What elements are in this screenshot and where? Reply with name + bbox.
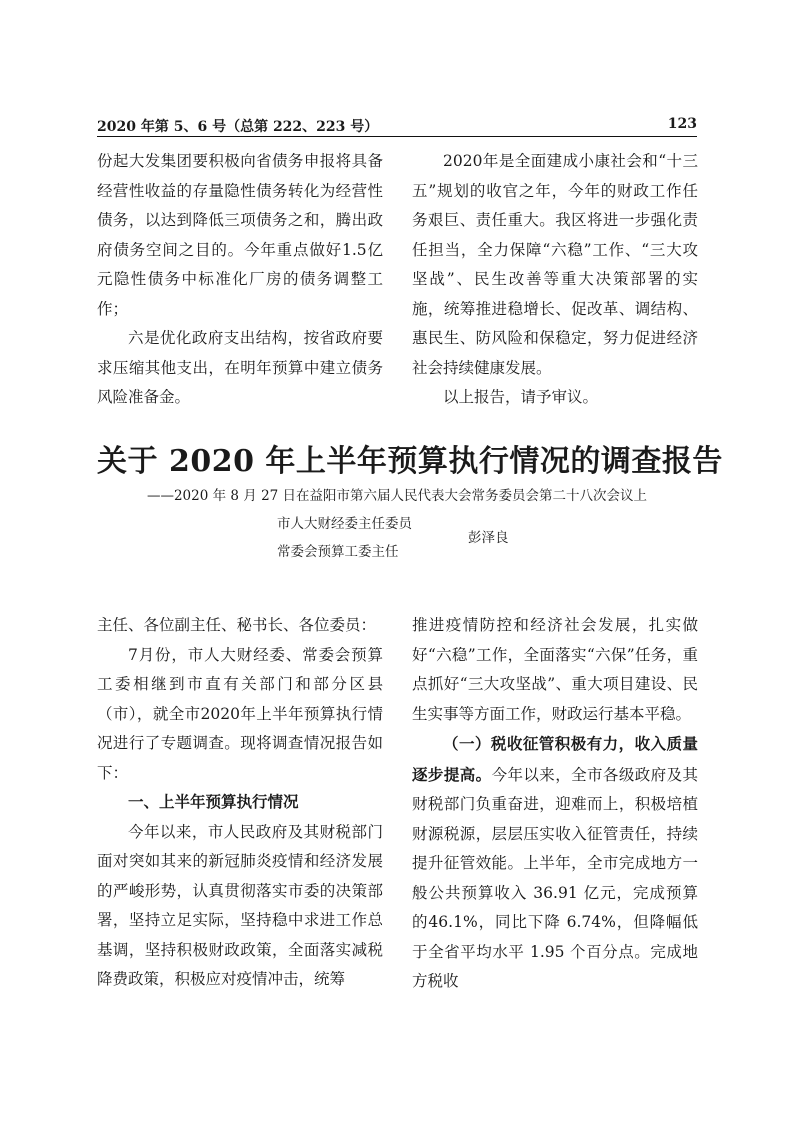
paragraph: 2020年是全面建成小康社会和“十三五”规划的收官之年，今年的财政工作任务艰巨、责任重大。我区将进一步强化责任担当，全力保障“六稳”工作、“三大攻坚战”、民生改善等重大决策部署的实施，统筹推进稳增长、促改革、调结构、惠民生、防风险和保稳定，努力促进经济社会持续健康发展。 xyxy=(412,152,698,377)
author-position: 常委会预算工委主任 xyxy=(277,544,399,560)
article-title: 关于 2020 年上半年预算执行情况的调查报告 xyxy=(97,444,723,479)
paragraph: 今年以来，市人民政府及其财税部门面对突如其来的新冠肺炎疫情和经济发展的严峻形势，认真贯彻落实市委的决策部署，坚持立足实际，坚持稳中求进工作总基调，坚持积极财政政策，全面落实减税降费政策，积极应对疫情冲击，统筹 xyxy=(97,822,383,988)
bottom-right-column xyxy=(412,611,698,997)
paragraph xyxy=(412,729,698,997)
bottom-left-column xyxy=(97,611,383,995)
subsection-heading: （一）税收征管积极有力，收入质量逐步提高。 xyxy=(412,734,698,784)
article-subtitle: ——2020 年 8 月 27 日在益阳市第六届人民代表大会常务委员会第二十八次会议上 xyxy=(146,488,648,504)
author-position: 市人大财经委主任委员 xyxy=(277,516,412,532)
paragraph: 推进疫情防控和经济社会发展，扎实做好“六稳”工作，全面落实“六保”任务，重点抓好“三大攻坚战”、重大项目建设、民生实事等方面工作，财政运行基本平稳。 xyxy=(412,616,698,723)
salutation: 主任、各位副主任、秘书长、各位委员： xyxy=(97,616,377,634)
top-right-column xyxy=(412,147,698,413)
page-number: 123 xyxy=(667,116,697,132)
author-block xyxy=(265,512,565,572)
paragraph: 份起大发集团要积极向省债务申报将具备经营性收益的存量隐性债务转化为经营性债务，以达到降低三项债务之和，腾出政府债务空间之目的。今年重点做好1.5亿元隐性债务中标准化厂房的债务调整工作； xyxy=(97,152,383,318)
subsection-body: 今年以来，全市各级政府及其财税部门负重奋进，迎难而上，积极培植财源税源，层层压实收入征管责任，持续提升征管效能。上半年，全市完成地方一般公共预算收入 36.91 亿元，完成预算的46.1%，同比下降 6.74%，但降幅低于全省平均水平 1.95 个百分点。完成地方税收 xyxy=(412,765,698,990)
issue-label: 2020 年第 5、6 号（总第 222、223 号） xyxy=(97,119,379,135)
section-heading: 一、上半年预算执行情况 xyxy=(128,793,299,811)
paragraph: 六是优化政府支出结构，按省政府要求压缩其他支出，在明年预算中建立债务风险准备金。 xyxy=(97,329,383,406)
page-header xyxy=(97,116,697,137)
author-name: 彭泽良 xyxy=(468,530,509,546)
closing-line: 以上报告，请予审议。 xyxy=(443,388,599,406)
top-left-column xyxy=(97,147,383,413)
paragraph: 7月份，市人大财经委、常委会预算工委相继到市直有关部门和部分区县（市），就全市2020年上半年预算执行情况进行了专题调查。现将调查情况报告如下： xyxy=(97,645,383,782)
